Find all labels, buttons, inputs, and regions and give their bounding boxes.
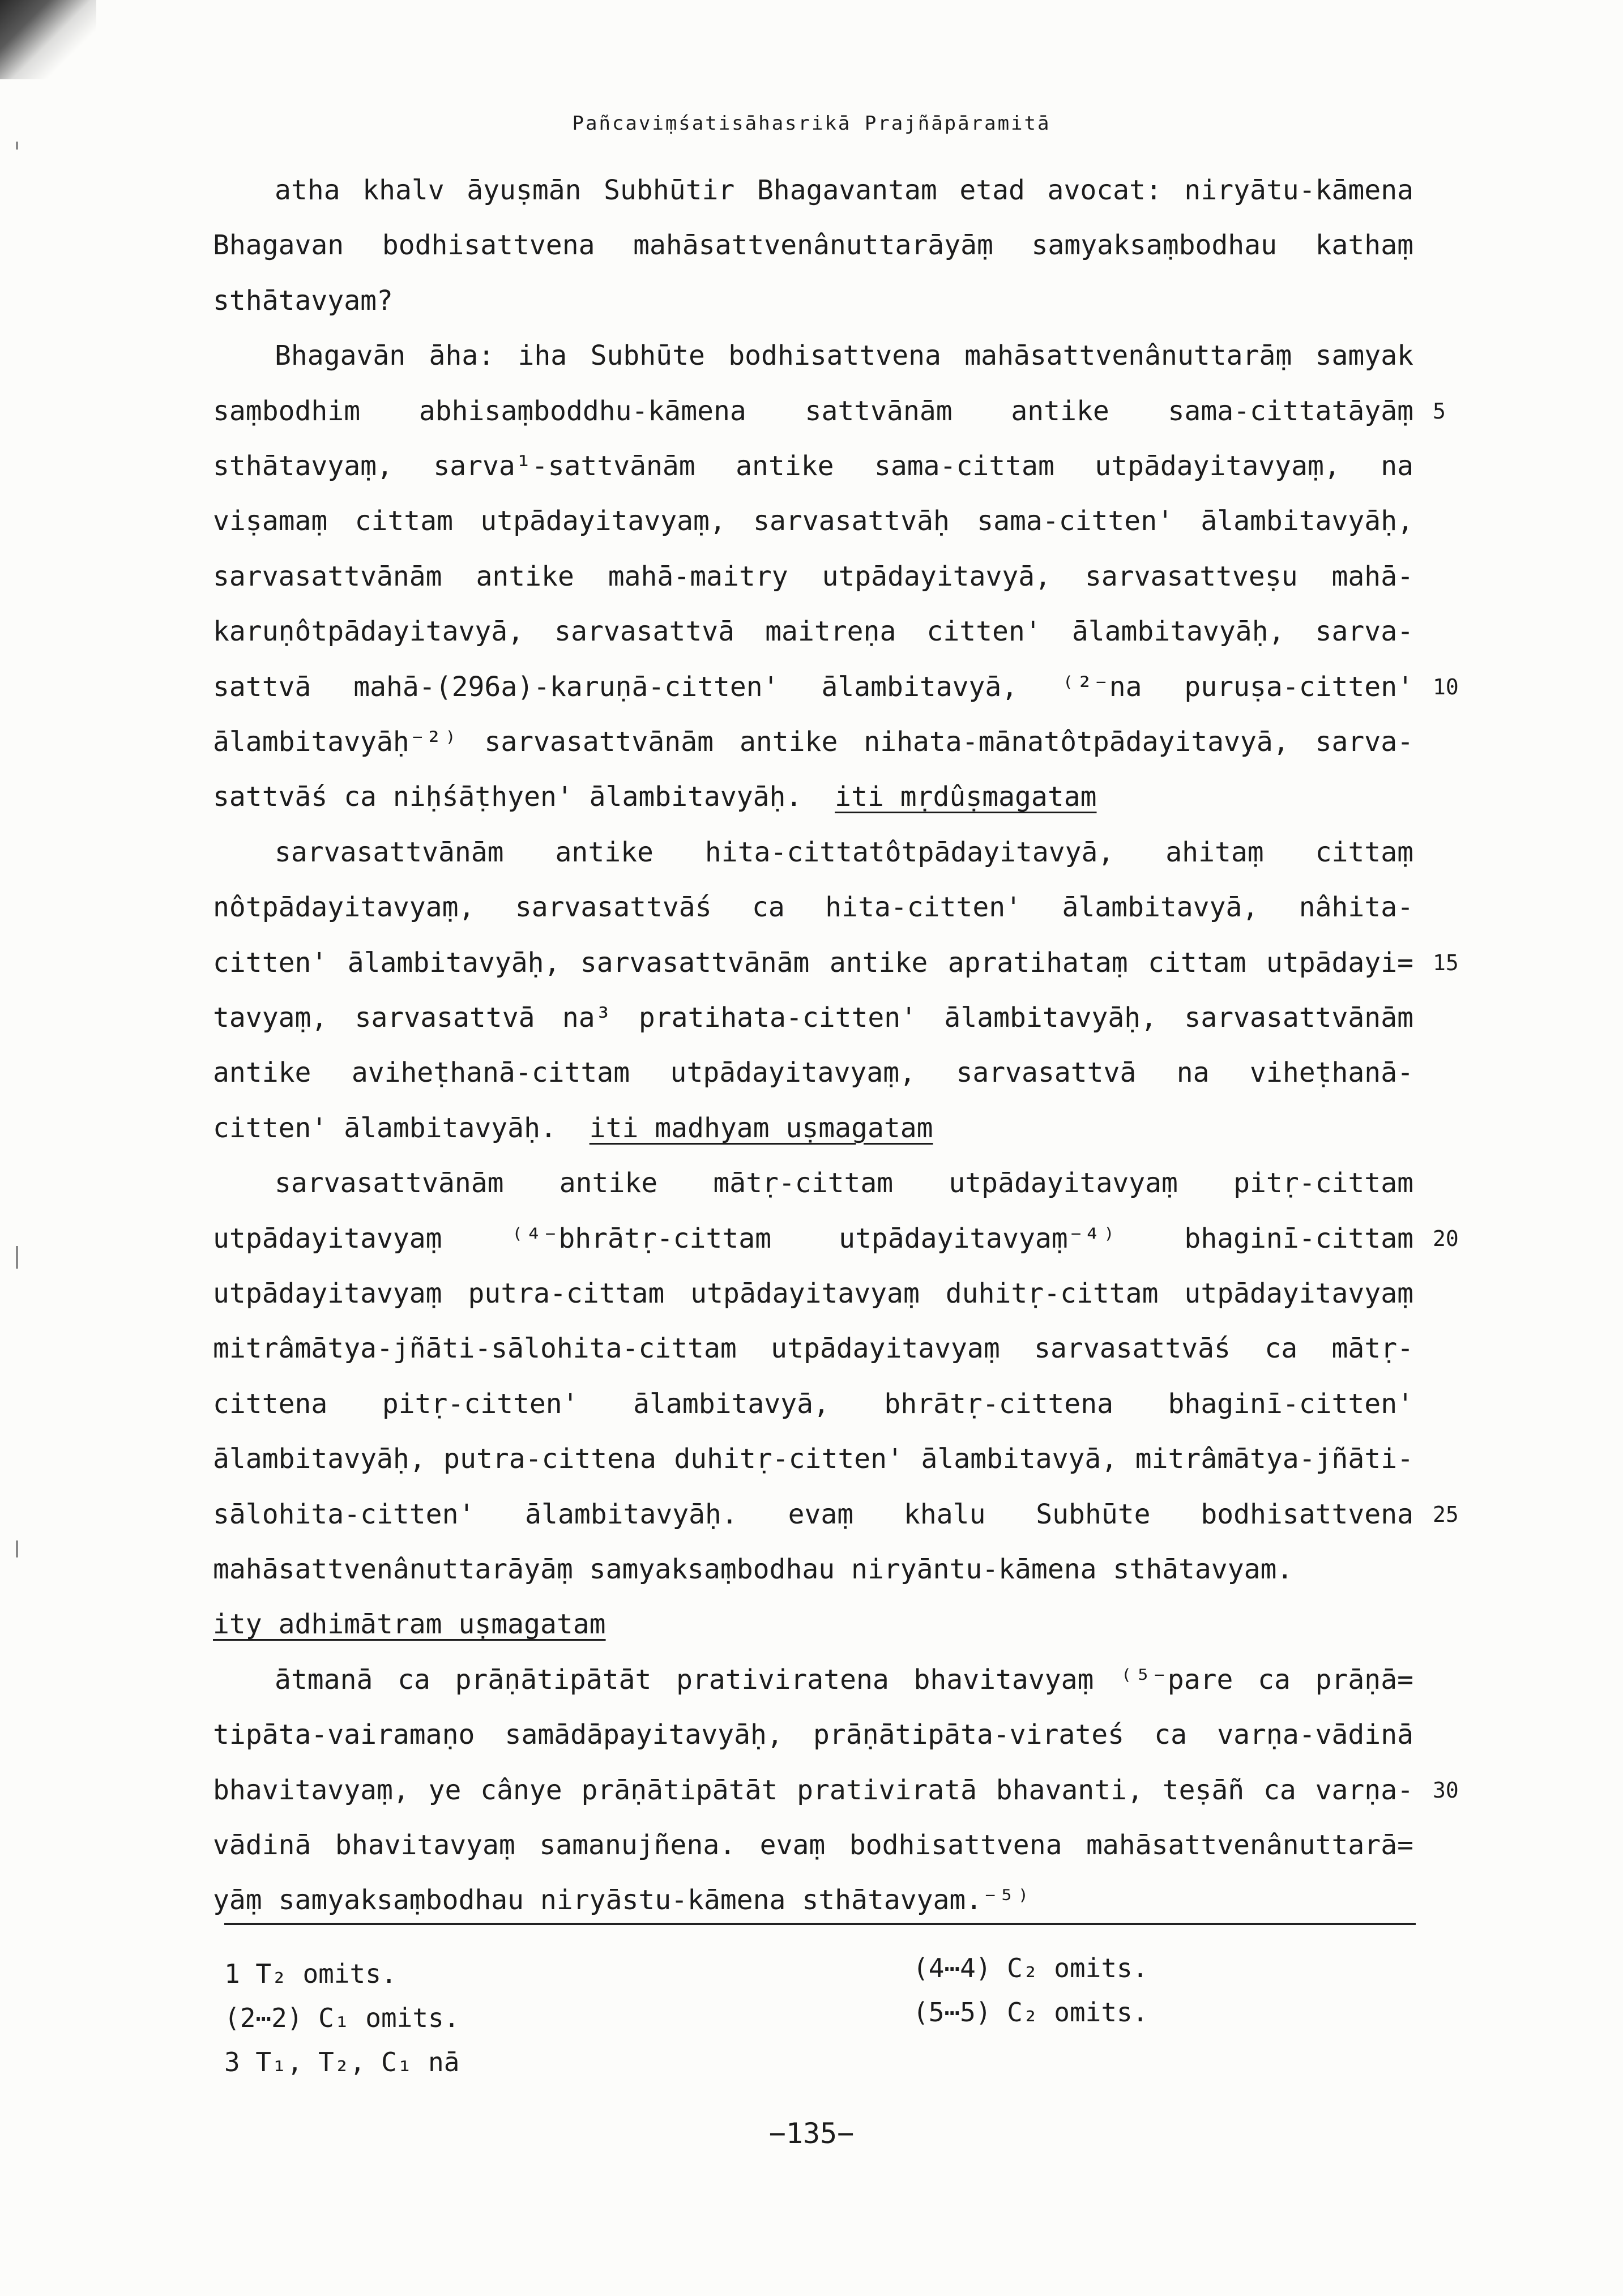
text-line-content: ātmanā ca prāṇātipātāt prativiratena bhavitavyaṃ ⁽⁵⁻pare ca prāṇā= [275, 1663, 1413, 1696]
footnote-1: 1 T₂ omits. [224, 1958, 397, 1989]
text-line [213, 942, 1413, 983]
text-line-content: tipāta-vairamaṇo samādāpayitavyāḥ, prāṇātipāta-virateś ca varṇa-vādinā [213, 1719, 1413, 1751]
text-line-content: tavyaṃ, sarvasattvā na³ pratihata-citten' ālambitavyāḥ, sarvasattvānām [213, 1002, 1413, 1034]
text-line [213, 1328, 1413, 1369]
text-line [213, 722, 1413, 762]
text-line [213, 1052, 1413, 1093]
text-line [275, 1659, 1413, 1700]
text-line-content: saṃbodhim abhisaṃboddhu-kāmena sattvānām antike sama-cittatāyāṃ [213, 395, 1413, 427]
text-line-content: atha khalv āyuṣmān Subhūtir Bhagavantam etad avocat: niryātu-kāmena [275, 174, 1413, 206]
footnote-3: 3 T₁, T₂, C₁ nā [224, 2047, 460, 2077]
line-number: 5 [1433, 398, 1446, 424]
footnote-rule [224, 1923, 1416, 1925]
text-line-content: yāṃ samyaksaṃbodhau niryāstu-kāmena sthātavyam.⁻⁵⁾ [213, 1884, 1031, 1917]
text-line-content: sālohita-citten' ālambitavyāḥ. evaṃ khalu Subhūte bodhisattvena [213, 1498, 1413, 1530]
text-line [213, 1494, 1413, 1535]
footnote-2: (2⋯2) C₁ omits. [224, 2003, 460, 2033]
text-line-content: ity adhimātram uṣmagatam [213, 1608, 606, 1641]
text-line [213, 1218, 1413, 1259]
text-line [213, 1549, 1413, 1590]
section-label: iti mṛdûṣmagatam [835, 781, 1097, 813]
text-line-content: Bhagavān āha: iha Subhūte bodhisattvena mahāsattvenânuttarāṃ samyak [275, 340, 1413, 372]
page-number: −135− [768, 2117, 855, 2150]
text-line [213, 1439, 1413, 1479]
text-line [275, 832, 1413, 873]
text-line-content: sarvasattvānām antike mahā-maitry utpādayitavyā, sarvasattveṣu mahā- [213, 560, 1413, 592]
text-line [213, 997, 1413, 1038]
text-line [213, 1714, 1413, 1755]
text-line-content: cittena pitṛ-citten' ālambitavyā, bhrātṛ-cittena bhaginī-citten' [213, 1388, 1413, 1420]
text-line [213, 1604, 1413, 1645]
text-line-content: mitrâmātya-jñāti-sālohita-cittam utpādayitavyaṃ sarvasattvāś ca mātṛ- [213, 1333, 1413, 1365]
text-line [275, 1163, 1413, 1204]
text-line [213, 667, 1413, 707]
text-line [213, 446, 1413, 486]
text-line-content: Bhagavan bodhisattvena mahāsattvenânuttarāyāṃ samyaksaṃbodhau kathaṃ [213, 229, 1413, 262]
text-line [213, 1384, 1413, 1424]
text-line [213, 887, 1413, 928]
text-line-content: sthātavyam? [213, 284, 393, 317]
text-line-content: ālambitavyāḥ⁻²⁾ sarvasattvānām antike nihata-mānatôtpādayitavyā, sarva- [213, 726, 1413, 758]
line-number: 20 [1433, 1226, 1459, 1251]
line-number: 10 [1433, 674, 1459, 699]
text-line [213, 611, 1413, 652]
text-line-content: utpādayitavyaṃ ⁽⁴⁻bhrātṛ-cittam utpādayitavyaṃ⁻⁴⁾ bhaginī-cittam [213, 1222, 1413, 1254]
text-line [213, 225, 1413, 266]
text-line-content: ālambitavyāḥ, putra-cittena duhitṛ-citten' ālambitavyā, mitrâmātya-jñāti- [213, 1443, 1413, 1475]
text-line-content: mahāsattvenânuttarāyāṃ samyaksaṃbodhau niryāntu-kāmena sthātavyam. [213, 1554, 1293, 1585]
text-line-content: citten' ālambitavyāḥ. [213, 1112, 557, 1144]
text-line [275, 335, 1413, 376]
text-line-content: utpādayitavyaṃ putra-cittam utpādayitavyaṃ duhitṛ-cittam utpādayitavyaṃ [213, 1278, 1413, 1309]
text-line [213, 1825, 1413, 1866]
line-number: 15 [1433, 950, 1459, 975]
line-number: 30 [1433, 1777, 1459, 1803]
text-line-content: nôtpādayitavyaṃ, sarvasattvāś ca hita-citten' ālambitavyā, nâhita- [213, 891, 1413, 924]
line-number: 25 [1433, 1501, 1459, 1527]
text-line-content: sarvasattvānām antike mātṛ-cittam utpādayitavyaṃ pitṛ-cittam [275, 1167, 1413, 1200]
text-line-content: sattvāś ca niḥśāṭhyen' ālambitavyāḥ. [213, 781, 802, 813]
text-line-content: sattvā mahā-(296a)-karuṇā-citten' ālambitavyā, ⁽²⁻na puruṣa-citten' [213, 671, 1413, 703]
text-line [213, 280, 1413, 321]
text-line [213, 1880, 1413, 1921]
text-line-content: sthātavyaṃ, sarva¹-sattvānām antike sama-cittam utpādayitavyaṃ, na [213, 450, 1413, 482]
footnote-5: (5⋯5) C₂ omits. [913, 1997, 1148, 2028]
text-line [213, 1770, 1413, 1811]
running-title: Pañcaviṃśatisāhasrikā Prajñāpāramitā [572, 112, 1051, 135]
text-line-content: bhavitavyaṃ, ye cânye prāṇātipātāt prativiratā bhavanti, teṣāñ ca varṇa- [213, 1774, 1413, 1806]
text-line [213, 391, 1413, 432]
text-line-content: antike aviheṭhanā-cittam utpādayitavyaṃ, sarvasattvā na viheṭhanā- [213, 1057, 1413, 1089]
text-line [213, 501, 1413, 541]
footnote-4: (4⋯4) C₂ omits. [913, 1953, 1148, 1983]
text-line-content: karuṇôtpādayitavyā, sarvasattvā maitreṇa citten' ālambitavyāḥ, sarva- [213, 616, 1413, 648]
text-line [213, 556, 1413, 597]
text-line-content: sarvasattvānām antike hita-cittatôtpādayitavyā, ahitaṃ cittaṃ [275, 836, 1413, 868]
text-line [213, 776, 1413, 817]
text-line-content: vādinā bhavitavyaṃ samanujñena. evaṃ bodhisattvena mahāsattvenânuttarā= [213, 1829, 1413, 1861]
text-line [213, 1108, 1413, 1149]
text-line [213, 1273, 1413, 1314]
text-line [275, 170, 1413, 211]
text-line-content: citten' ālambitavyāḥ, sarvasattvānām antike apratihataṃ cittam utpādayi= [213, 946, 1413, 979]
text-line-content: viṣamaṃ cittam utpādayitavyaṃ, sarvasattvāḥ sama-citten' ālambitavyāḥ, [213, 505, 1413, 537]
section-label: iti madhyam uṣmagatam [589, 1112, 933, 1144]
